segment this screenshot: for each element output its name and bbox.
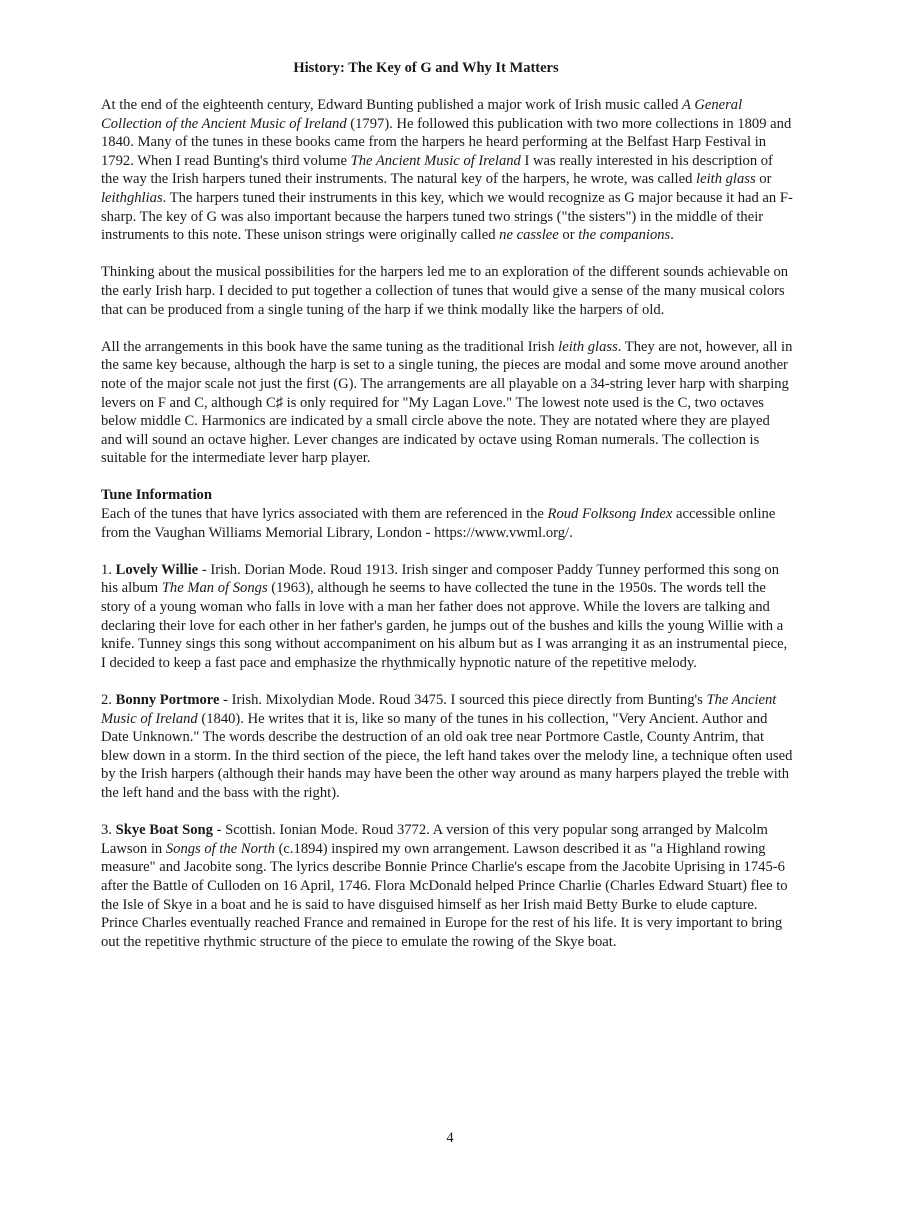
- history-paragraph-1: [101, 96, 794, 245]
- text-run: - Irish. Mixolydian Mode. Roud 3475. I sourced this piece directly from Bunting's: [219, 692, 707, 708]
- tune-number: 2.: [101, 692, 116, 708]
- text-run: . They are not, however, all in the same key because, although the harp is set to a single tuning, the pieces are modal and some move around another note of the major scale not just the first (G). The arrangements are all playable on a 34-string lever harp with sharping levers on F and C, although C♯ is only required for "My Lagan Love." The lowest note used is the C, two octaves below middle C. Harmonics are indicated by a small circle above the note. They are notated where they are played and will sound an octave higher. Lever changes are indicated by octave using Roman numerals. The collection is suitable for the intermediate lever harp player.: [101, 338, 793, 467]
- page-content: [101, 96, 794, 970]
- tune-entry-2: [101, 691, 794, 803]
- page-number: 4: [446, 1130, 454, 1146]
- italic-term: leith glass: [558, 338, 618, 355]
- text-run: All the arrangements in this book have the same tuning as the traditional Irish: [101, 338, 559, 355]
- text-run: or: [755, 171, 772, 188]
- history-paragraph-3: [101, 338, 794, 468]
- italic-term: leith glass: [696, 171, 756, 188]
- tune-title: Bonny Portmore: [115, 692, 220, 708]
- tune-entry-1: [101, 561, 794, 673]
- text-run: . The harpers tuned their instruments in this key, which we would recognize as G major because it had an F-sharp. The key of G was also important because the harpers tuned two strings ("the sisters") in the middle of their instruments to this note. These unison strings were originally called: [101, 189, 793, 244]
- tune-entry-3: [101, 821, 794, 951]
- text-run: - Irish. Dorian Mode. Roud 1913. Irish singer and composer Paddy Tunney performed this song on his album: [101, 561, 780, 597]
- tune-title: Skye Boat Song: [115, 822, 213, 839]
- history-paragraph-2: Thinking about the musical possibilities for the harpers led me to an exploration of the different sounds achievable on the early Irish harp. I decided to put together a collection of tunes that would give a sense of the many musical colors that can be produced from a single tuning of the harp if we think modally like the harpers of old.: [101, 264, 789, 318]
- italic-term: ne casslee: [499, 227, 559, 244]
- italic-title: The Man of Songs: [161, 580, 268, 597]
- text-run: At the end of the eighteenth century, Edward Bunting published a major work of Irish music called: [101, 97, 683, 113]
- tune-information-heading: Tune Information: [101, 487, 212, 504]
- italic-title: The Ancient Music of Ireland: [101, 692, 777, 727]
- tune-number: 1.: [101, 561, 116, 578]
- tune-number: 3.: [101, 822, 116, 839]
- text-run: .: [670, 227, 674, 244]
- italic-term: leithghlias: [101, 189, 163, 206]
- italic-title: Songs of the North: [165, 840, 275, 857]
- page-title: History: The Key of G and Why It Matters: [293, 60, 559, 76]
- text-run: (1797). He followed this publication with two more collections in 1809 and 1840. Many of the tunes in these books came from the harpers he heard performing at the Belfast Harp Festival in 1792. When I read Bunting's third volume: [101, 115, 792, 169]
- italic-title: A General Collection of the Ancient Music of Ireland: [101, 97, 743, 132]
- text-run: Each of the tunes that have lyrics associated with them are referenced in the: [101, 506, 548, 523]
- text-run: (c.1894) inspired my own arrangement. Lawson described it as "a Highland rowing measure" and Jacobite song. The lyrics describe Bonnie Prince Charlie's escape from the Jacobite Uprising in 1745-6 after the Battle of Culloden on 16 April, 1746. Flora McDonald helped Prince Charlie (Charles Edward Stuart) flee to the Isle of Skye in a boat and he is said to have disguised himself as her Irish maid Betty Burke to elude capture. Prince Charles eventually reached France and remained in Europe for the rest of his life. It is very important to bring out the repetitive rhythmic structure of the piece to emulate the rowing of the Skye boat.: [101, 840, 788, 950]
- text-run: I was really interested in his description of the way the Irish harpers tuned their instruments. The natural key of the harpers, he wrote, was called: [101, 152, 773, 188]
- text-run: (1963), although he seems to have collected the tune in the 1950s. The words tell the story of a young woman who falls in love with a man her father does not approve. While the lovers are talking and declaring their love for each other in her father's garden, he jumps out of the bushes and kills the young Willie with a knife. Tunney sings this song without accompaniment on his album but as I was arranging it as an instrumental piece, I decided to keep a fast pace and emphasize the rhythmically hypnotic nature of the repetitive melody.: [101, 580, 788, 671]
- italic-title: The Ancient Music of Ireland: [350, 152, 521, 169]
- text-run: accessible online from the Vaughan Williams Memorial Library, London - https://www.vwml.org/.: [101, 506, 776, 541]
- text-run: or: [558, 227, 579, 244]
- tune-title: Lovely Willie: [115, 561, 199, 578]
- text-run: (1840). He writes that it is, like so many of the tunes in his collection, "Very Ancient. Author and Date Unknown." The words describe the destruction of an old oak tree near Portmore Castle, County Antrim, that blew down in a storm. In the third section of the piece, the left hand takes over the melody line, a technique often used by the Irish harpers (although their hands may have been the other way around as many harpers played the treble with the left hand and the bass with the right).: [101, 710, 793, 801]
- italic-title: Roud Folksong Index: [547, 506, 673, 523]
- text-run: - Scottish. Ionian Mode. Roud 3772. A version of this very popular song arranged by Malcolm Lawson in: [101, 822, 768, 857]
- tune-information-intro: [101, 505, 794, 542]
- italic-term: the companions: [578, 227, 671, 244]
